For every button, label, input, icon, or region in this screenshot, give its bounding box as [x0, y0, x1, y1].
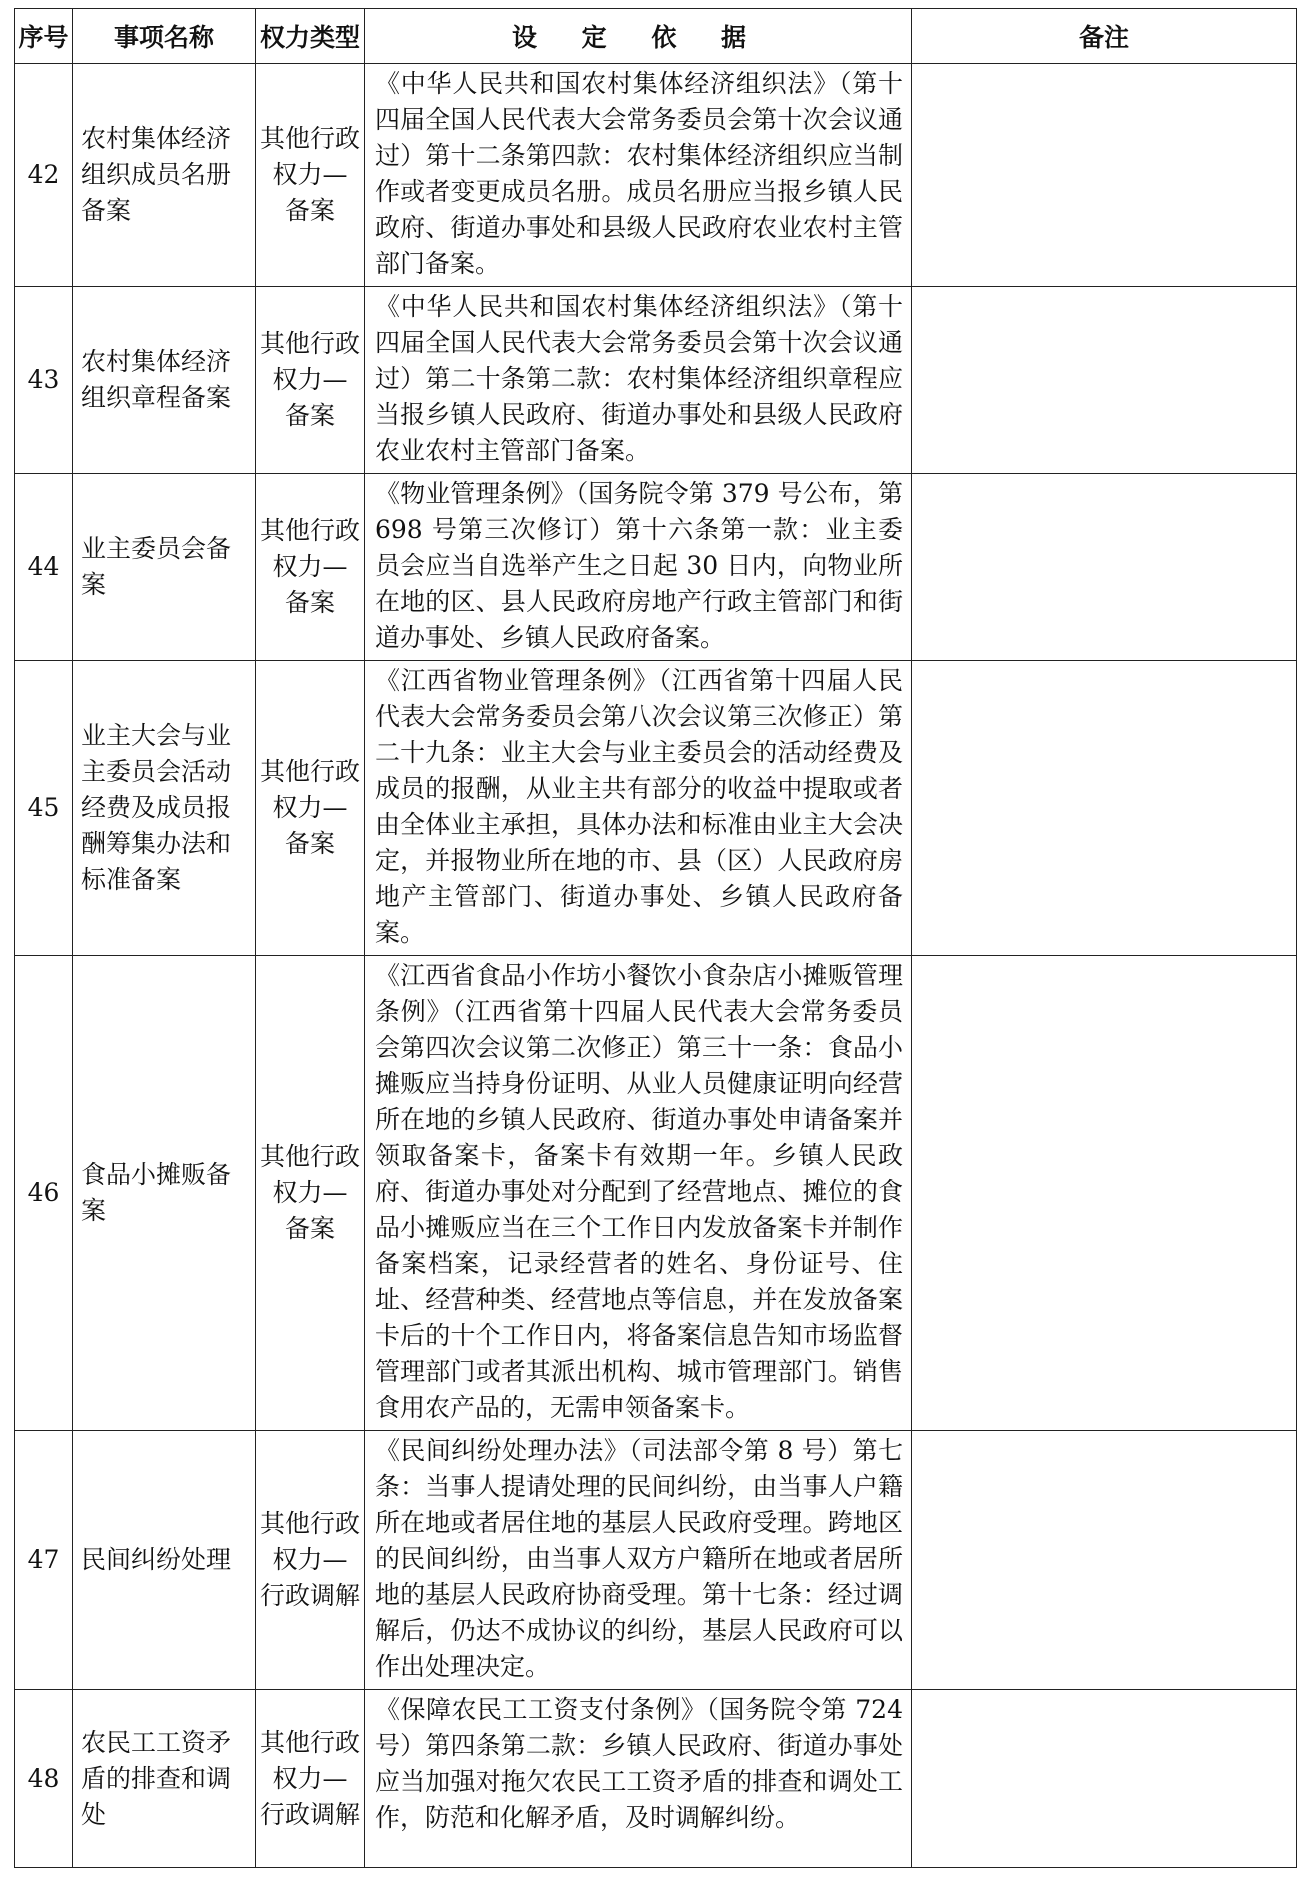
authority-type-line: 其他行政 [260, 757, 361, 786]
authority-type [256, 474, 365, 661]
table-row [15, 287, 1297, 474]
legal-basis: 《中华人民共和国农村集体经济组织法》（第十四届全国人民代表大会常务委员会第十次会议通过）第二十条第二款：农村集体经济组织章程应当报乡镇人民政府、街道办事处和县级人民政府农业农村主管部门备案。 [365, 287, 912, 474]
legal-basis: 《物业管理条例》（国务院令第 379 号公布，第 698 号第三次修订）第十六条第一款：业主委员会应当自选举产生之日起 30 日内，向物业所在地的区、县人民政府房地产行政主管部门和街道办事处、乡镇人民政府备案。 [365, 474, 912, 661]
authority-type-line: 备案 [284, 588, 335, 617]
authority-type-line: 权力— [272, 365, 348, 394]
remarks [912, 1690, 1297, 1868]
row-number: 46 [15, 956, 73, 1431]
table-row [15, 1431, 1297, 1690]
remarks [912, 64, 1297, 287]
remarks [912, 474, 1297, 661]
legal-basis: 《江西省物业管理条例》（江西省第十四届人民代表大会常务委员会第八次会议第三次修正）第二十九条：业主大会与业主委员会的活动经费及成员的报酬，从业主共有部分的收益中提取或者由全体业主承担，具体办法和标准由业主大会决定，并报物业所在地的市、县（区）人民政府房地产主管部门、街道办事处、乡镇人民政府备案。 [365, 661, 912, 956]
authority-type-line: 行政调解 [260, 1799, 361, 1829]
authority-type-line: 其他行政 [260, 124, 361, 153]
authority-type-line: 备案 [284, 1214, 335, 1243]
authority-type-line: 权力— [272, 160, 348, 189]
row-number: 42 [15, 64, 73, 287]
authority-type-line: 备案 [284, 401, 335, 430]
authority-table [14, 8, 1297, 1868]
authority-type [256, 661, 365, 956]
item-name: 农村集体经济组织成员名册备案 [73, 64, 256, 287]
row-number: 44 [15, 474, 73, 661]
row-number: 47 [15, 1431, 73, 1690]
table-row [15, 956, 1297, 1431]
table-body [15, 64, 1297, 1868]
remarks [912, 1431, 1297, 1690]
authority-type-line: 其他行政 [260, 329, 361, 358]
item-name: 业主大会与业主委员会活动经费及成员报酬筹集办法和标准备案 [73, 661, 256, 956]
header-row [15, 9, 1297, 64]
row-number: 43 [15, 287, 73, 474]
authority-type [256, 956, 365, 1431]
authority-type-line: 其他行政 [260, 516, 361, 545]
authority-type-line: 备案 [284, 829, 335, 858]
table-row [15, 1690, 1297, 1868]
authority-type [256, 64, 365, 287]
authority-type-line: 行政调解 [260, 1581, 361, 1610]
legal-basis: 《民间纠纷处理办法》（司法部令第 8 号）第七条：当事人提请处理的民间纠纷，由当事人户籍所在地或者居住地的基层人民政府受理。跨地区的民间纠纷，由当事人双方户籍所在地或者居所地的基层人民政府协商受理。第十七条：经过调解后，仍达不成协议的纠纷，基层人民政府可以作出处理决定。 [365, 1431, 912, 1690]
legal-basis: 《江西省食品小作坊小餐饮小食杂店小摊贩管理条例》（江西省第十四届人民代表大会常务委员会第四次会议第二次修正）第三十一条：食品小摊贩应当持身份证明、从业人员健康证明向经营所在地的乡镇人民政府、街道办事处申请备案并领取备案卡，备案卡有效期一年。乡镇人民政府、街道办事处对分配到了经营地点、摊位的食品小摊贩应当在三个工作日内发放备案卡并制作备案档案，记录经营者的姓名、身份证号、住址、经营种类、经营地点等信息，并在发放备案卡后的十个工作日内，将备案信息告知市场监督管理部门或者其派出机构、城市管理部门。销售食用农产品的，无需申领备案卡。 [365, 956, 912, 1431]
row-number: 48 [15, 1690, 73, 1868]
table-header [15, 9, 1297, 64]
authority-type [256, 1690, 365, 1868]
header-type: 权力类型 [256, 9, 365, 64]
authority-type [256, 287, 365, 474]
table-row [15, 64, 1297, 287]
authority-type-line: 备案 [284, 196, 335, 225]
row-number: 45 [15, 661, 73, 956]
item-name: 民间纠纷处理 [73, 1431, 256, 1690]
authority-type-line: 权力— [272, 1763, 348, 1793]
authority-type-line: 权力— [272, 1545, 348, 1574]
remarks [912, 287, 1297, 474]
table-row [15, 474, 1297, 661]
authority-type-line: 权力— [272, 1178, 348, 1207]
legal-basis: 《中华人民共和国农村集体经济组织法》（第十四届全国人民代表大会常务委员会第十次会议通过）第十二条第四款：农村集体经济组织应当制作或者变更成员名册。成员名册应当报乡镇人民政府、街道办事处和县级人民政府农业农村主管部门备案。 [365, 64, 912, 287]
item-name: 农民工工资矛盾的排查和调处 [73, 1690, 256, 1868]
authority-type-line: 其他行政 [260, 1509, 361, 1538]
header-no: 序号 [15, 9, 73, 64]
authority-type-line: 其他行政 [260, 1727, 361, 1757]
legal-basis: 《保障农民工工资支付条例》（国务院令第 724 号）第四条第二款：乡镇人民政府、街道办事处应当加强对拖欠农民工工资矛盾的排查和调处工作，防范和化解矛盾，及时调解纠纷。 [365, 1690, 912, 1868]
header-note: 备注 [912, 9, 1297, 64]
authority-type-line: 权力— [272, 552, 348, 581]
item-name: 农村集体经济组织章程备案 [73, 287, 256, 474]
header-name: 事项名称 [73, 9, 256, 64]
remarks [912, 956, 1297, 1431]
item-name: 业主委员会备案 [73, 474, 256, 661]
authority-type [256, 1431, 365, 1690]
header-basis: 设 定 依 据 [365, 9, 912, 64]
authority-type-line: 权力— [272, 793, 348, 822]
remarks [912, 661, 1297, 956]
table-row [15, 661, 1297, 956]
item-name: 食品小摊贩备案 [73, 956, 256, 1431]
authority-type-line: 其他行政 [260, 1142, 361, 1171]
